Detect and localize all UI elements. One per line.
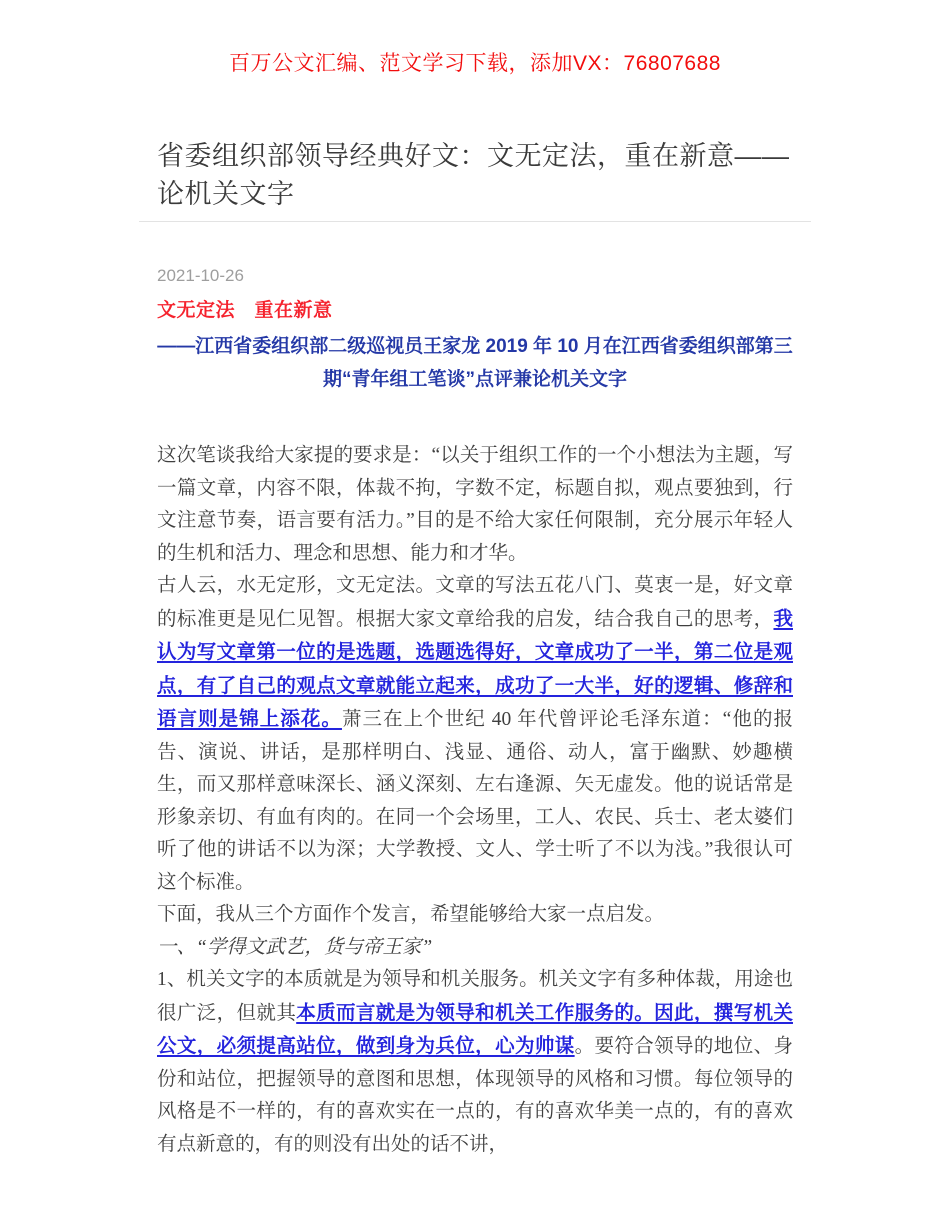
article-title: 省委组织部领导经典好文：文无定法，重在新意——论机关文字 — [157, 141, 790, 209]
body-paragraph — [157, 570, 793, 899]
body-paragraph — [157, 440, 793, 570]
body-paragraph — [157, 964, 793, 1161]
body-paragraph — [157, 899, 793, 932]
emphasis-blue-underline: 本质而言就是为领导和机关工作服务的。因此，撰写机关公文，必须提高站位，做到身为兵位，心为帅谋 — [157, 1001, 793, 1057]
article-subtitle-red: 文无定法 重在新意 — [157, 300, 333, 321]
text-run: 萧三在上个世纪 40 年代曾评论毛泽东道：“他的报告、演说、讲话，是那样明白、浅显、通俗、动人，富于幽默、妙趣横生，而又那样意味深长、涵义深刻、左右逢源、矢无虚发。他的说话常是形象亲切、有血有肉的。在同一个会场里，工人、农民、兵士、老太婆们听了他的讲话不以为深；大学教授、文人、学士听了不以为浅。”我很认可这个标准。 — [157, 709, 793, 893]
text-run: 下面，我从三个方面作个发言，希望能够给大家一点启发。 — [157, 904, 665, 925]
article-body — [157, 440, 793, 1161]
publish-date: 2021-10-26 — [157, 266, 244, 285]
text-run: 1、机关文字的本质就是为领导和机关服务。机关文字有多种体裁，用途也很广泛，但就其 — [157, 969, 793, 1024]
title-divider — [139, 221, 811, 222]
body-paragraph — [157, 932, 793, 965]
text-run: 古人云，水无定形，文无定法。文章的写法五花八门、莫衷一是，好文章的标准更是见仁见智。根据大家文章给我的启发，结合我自己的思考， — [157, 575, 793, 630]
text-run: 。要符合领导的地位、身份和站位，把握领导的意图和思想，体现领导的风格和习惯。每位领导的风格是不一样的，有的喜欢实在一点的，有的喜欢华美一点的，有的喜欢有点新意的，有的则没有出处的话不讲， — [157, 1036, 793, 1155]
promo-banner: 百万公文汇编、范文学习下载，添加VX：76807688 — [229, 52, 721, 75]
emphasis-blue-underline: 我认为写文章第一位的是选题，选题选得好，文章成功了一半，第二位是观点，有了自己的观点文章就能立起来，成功了一大半，好的逻辑、修辞和语言则是锦上添花。 — [157, 607, 793, 730]
article-content — [157, 137, 793, 1161]
article-byline: ——江西省委组织部二级巡视员王家龙 2019 年 10 月在江西省委组织部第三期“青年组工笔谈”点评兼论机关文字 — [157, 336, 793, 390]
text-run: 这次笔谈我给大家提的要求是：“以关于组织工作的一个小想法为主题，写一篇文章，内容不限，体裁不拘，字数不定，标题自拟，观点要独到，行文注意节奏，语言要有活力。”目的是不给大家任何限制，充分展示年轻人的生机和活力、理念和思想、能力和才华。 — [157, 445, 793, 564]
section-heading-italic: 一、“学得文武艺，货与帝王家” — [157, 936, 433, 958]
